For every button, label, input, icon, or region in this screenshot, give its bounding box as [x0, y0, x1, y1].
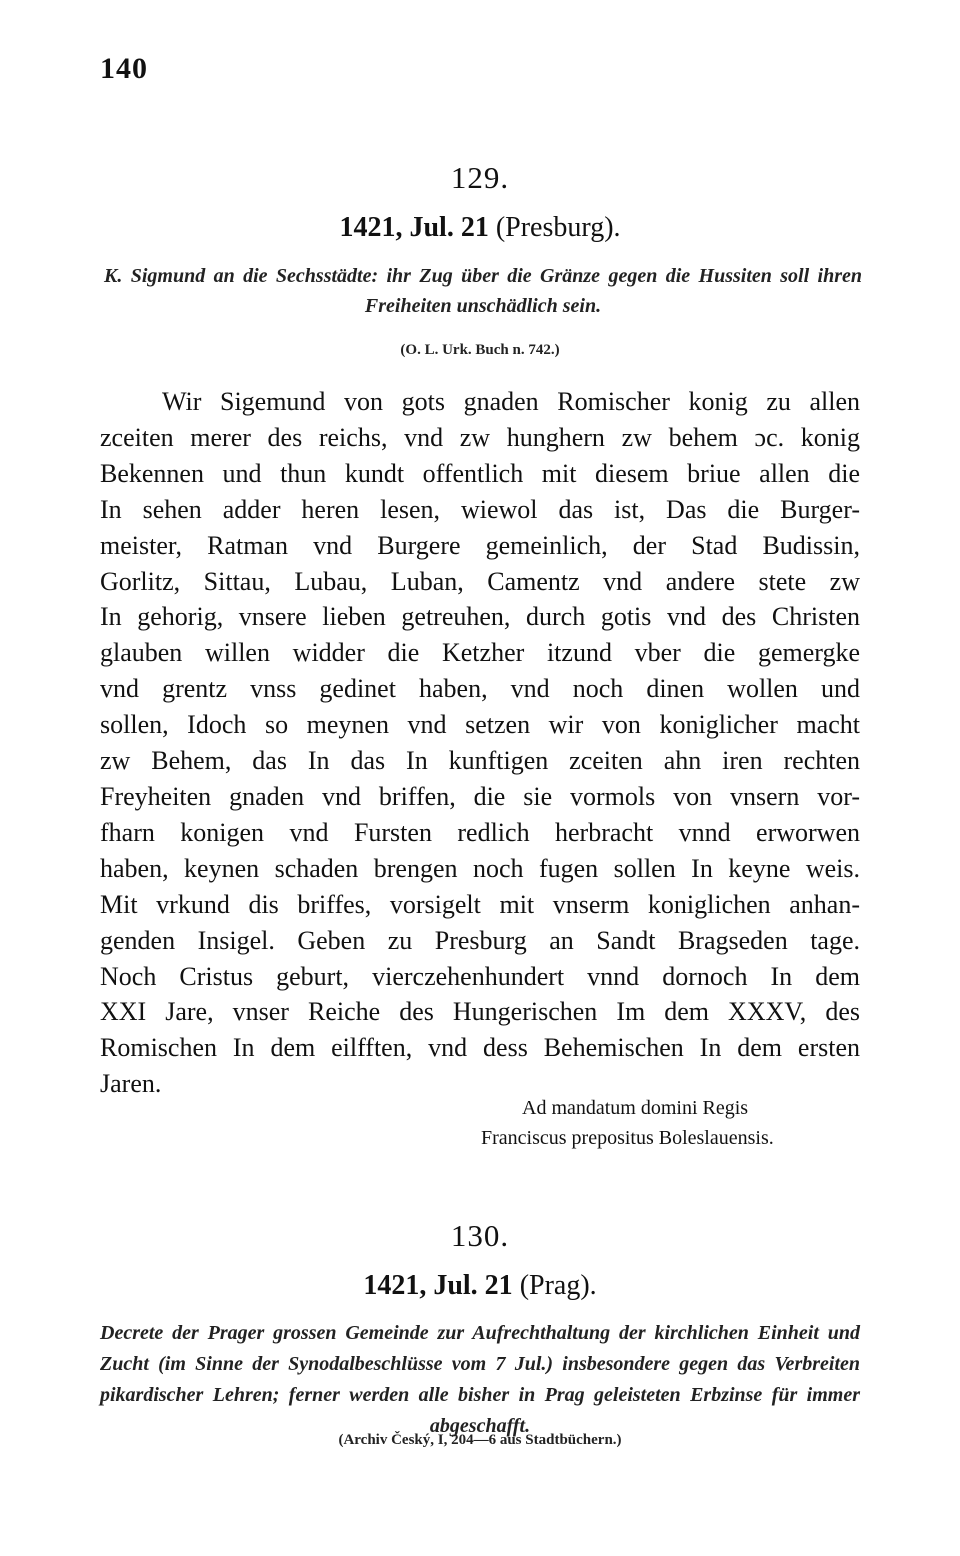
document-body [100, 384, 860, 1102]
body-line: meister, Ratman vnd Burgere gemeinlich, der Stad Budissin, [100, 530, 860, 560]
entry-number: 129. [450, 160, 510, 195]
body-line: Bekennen und thun kundt offentlich mit diesem briue allen die [100, 458, 860, 488]
entry-date [0, 1270, 960, 1302]
entry-date-place: (Prag). [519, 1270, 597, 1301]
entry-date-value: 1421, Jul. 21 [339, 212, 489, 243]
body-line: Mit vrkund dis briffes, vorsigelt mit vnserm koniglichen anhan- [100, 889, 860, 919]
entry-date-value: 1421, Jul. 21 [363, 1270, 513, 1301]
entry-source: (Archiv Český, I, 204—6 aus Stadtbüchern.) [338, 1432, 622, 1448]
body-line: fharn konigen vnd Fursten redlich herbracht vnnd erworwen [100, 817, 860, 847]
entry-summary: K. Sigmund an die Sechsstädte: ihr Zug über die Gränze gegen die Hussiten soll ihren Freiheiten unschädlich sein. [104, 265, 862, 317]
entry-source: (O. L. Urk. Buch n. 742.) [400, 342, 560, 358]
body-line: haben, keynen schaden brengen noch fugen sollen In keyne weis. [100, 853, 860, 883]
body-line: genden Insigel. Geben zu Presburg an Sandt Bragseden tage. [100, 925, 860, 955]
signature-line: Franciscus prepositus Boleslauensis. [481, 1127, 774, 1149]
body-line: Freyheiten gnaden vnd briffen, die sie vormols von vnsern vor- [100, 781, 860, 811]
signature-line: Ad mandatum domini Regis [522, 1097, 749, 1119]
body-line: Jaren. [100, 1069, 162, 1099]
body-line: glauben willen widder die Ketzher itzund vber die gemergke [100, 638, 860, 668]
body-line: In gehorig, vnsere lieben getreuhen, durch gotis vnd des Christen [100, 602, 860, 632]
body-line: Gorlitz, Sittau, Lubau, Luban, Camentz vnd andere stete zw [100, 566, 860, 596]
page-number: 140 [100, 52, 148, 85]
body-line: sollen, Idoch so meynen vnd setzen wir von koniglicher macht [100, 710, 860, 740]
entry-number: 130. [450, 1218, 510, 1253]
body-line: vnd grentz vnss gedinet haben, vnd noch dinen wollen und [100, 674, 860, 704]
entry-date [0, 212, 960, 244]
body-line: Romischen In dem eilfften, vnd dess Behemischen In dem ersten [100, 1033, 860, 1063]
body-line: Wir Sigemund von gots gnaden Romischer konig zu allen [162, 387, 860, 416]
entry-date-place: (Presburg). [495, 212, 621, 243]
body-line: zw Behem, das In das In kunftigen zceiten ahn iren rechten [100, 746, 860, 776]
body-line: zceiten merer des reichs, vnd zw hunghern zw behem ɔc. konig [100, 422, 860, 452]
body-line: Noch Cristus geburt, vierczehenhundert vnnd dornoch In dem [100, 961, 860, 991]
entry-summary: Decrete der Prager grossen Gemeinde zur Aufrechthaltung der kirchlichen Einheit und Zucht (im Sinne der Synodalbeschlüsse vom 7 Jul.) insbesondere gegen das Verbreiten pikardischer Lehren; ferner werden alle bisher in Prag geleisteten Erbzinse für immer abgeschafft. [100, 1322, 860, 1437]
body-line: XXI Jare, vnser Reiche des Hungerischen Im dem XXXV, des [100, 997, 860, 1027]
body-line: In sehen adder heren lesen, wiewol das ist, Das die Burger- [100, 494, 860, 524]
